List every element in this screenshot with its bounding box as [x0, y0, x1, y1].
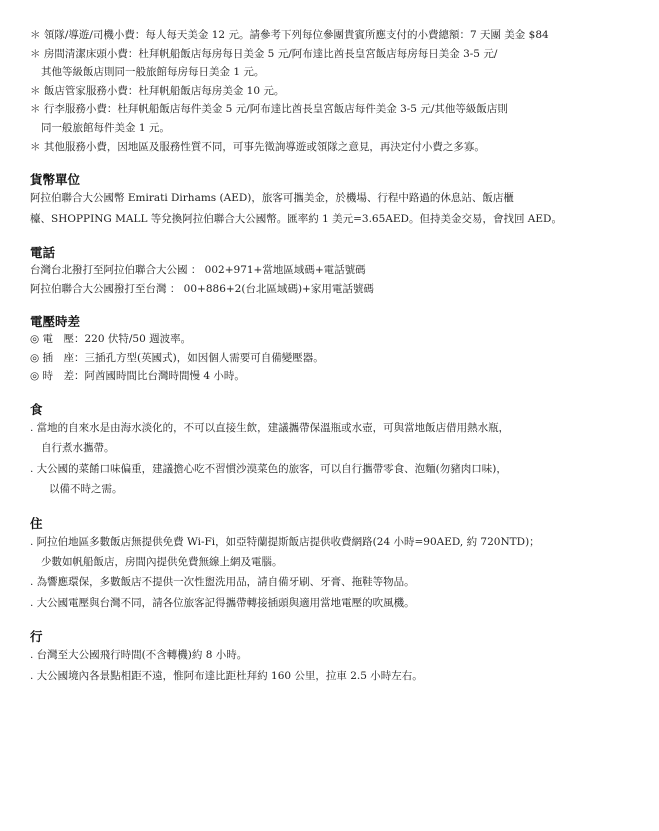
tip-housekeeping-cont: 其他等級飯店則同一般旅館每房每日美金 1 元。: [41, 66, 265, 79]
food-line-1: . 當地的自來水是由海水淡化的，不可以直接生飲，建議攜帶保溫瓶或水壺，可與當地飯店借用熱水瓶，: [30, 421, 510, 434]
food-title: 食: [30, 401, 43, 417]
voltage-line: ◎ 電 壓：220 伏特/50 週波率。: [30, 333, 192, 346]
phone-line-1: 台灣台北撥打至阿拉伯聯合大公國 ： 002+971+當地區域碼+電話號碼: [30, 263, 366, 276]
tip-luggage-cont: 同一般旅館每件美金 1 元。: [41, 121, 170, 134]
travel-line-2: . 大公國境內各景點相距不遠，惟阿布達比距杜拜約 160 公里，拉車 2.5 小時左右。: [30, 669, 423, 682]
stay-title: 住: [30, 515, 43, 531]
stay-line-4: . 大公國電壓與台灣不同，請各位旅客記得攜帶轉接插頭與適用當地電壓的吹風機。: [30, 596, 415, 609]
food-line-2: 自行煮水攜帶。: [41, 442, 115, 455]
voltage-section: [30, 313, 635, 386]
phone-title: 電話: [30, 244, 56, 260]
timezone-line: ◎ 時 差：阿酋國時間比台灣時間慢 4 小時。: [30, 370, 245, 383]
tip-other: ＊ 其他服務小費，因地區及服務性質不同，可事先徵詢導遊或領隊之意見，再決定付小費之多寡。: [30, 140, 485, 153]
travel-title: 行: [30, 629, 43, 645]
travel-line-1: . 台灣至大公國飛行時間(不含轉機)約 8 小時。: [30, 649, 248, 662]
socket-line: ◎ 插 座：三插孔方型(英國式)，如因個人需要可自備變壓器。: [30, 351, 324, 364]
travel-section: [30, 628, 635, 686]
currency-title: 貨幣單位: [30, 172, 81, 188]
phone-line-2: 阿拉伯聯合大公國撥打至台灣 ： 00+886+2(台北區域碼)+家用電話號碼: [30, 282, 374, 295]
voltage-title: 電壓時差: [30, 314, 81, 330]
food-line-3: . 大公國的菜餚口味偏重，建議擔心吃不習慣沙漠菜色的旅客，可以自行攜帶零食、泡麵(勿豬肉口味)，: [30, 462, 507, 475]
tip-housekeeping: ＊ 房間清潔床頭小費：杜拜帆船飯店每房每日美金 5 元/阿布達比酋長皇宮飯店每房每日美金 3-5 元/: [30, 47, 498, 60]
tip-butler: ＊ 飯店管家服務小費：杜拜帆船飯店每房美金 10 元。: [30, 84, 285, 97]
stay-section: [30, 515, 635, 614]
tip-luggage: ＊ 行李服務小費：杜拜帆船飯店每件美金 5 元/阿布達比酋長皇宮飯店每件美金 3-5 元/其他等級飯店則: [30, 103, 508, 116]
stay-line-2: 少數如帆船飯店，房間內提供免費無線上網及電腦。: [41, 555, 283, 568]
stay-line-1: . 阿拉伯地區多數飯店無提供免費 Wi-Fi，如亞特蘭提斯飯店提供收費網路(24 小時=90AED, 約 720NTD)；: [30, 535, 540, 548]
currency-section: [30, 171, 635, 229]
food-line-4: 以備不時之需。: [49, 483, 123, 496]
currency-line-1: 阿拉伯聯合大公國幣 Emirati Dirhams (AED)，旅客可攜美金，於機場、行程中路過的休息站、飯店櫃: [30, 192, 514, 205]
stay-line-3: . 為響應環保，多數飯店不提供一次性盥洗用品，請自備牙刷、牙膏、拖鞋等物品。: [30, 576, 415, 589]
phone-section: [30, 244, 635, 298]
tips-section: [30, 26, 635, 156]
tip-leader-driver: ＊ 領隊/導遊/司機小費：每人每天美金 12 元。請參考下列每位參團貴賓所應支付的小費總額：7 天團 美金 $84: [30, 29, 549, 41]
food-section: [30, 401, 635, 500]
currency-line-2: 檯、SHOPPING MALL 等兌換阿拉伯聯合大公國幣。匯率約 1 美元=3.65AED。但持美金交易，會找回 AED。: [30, 212, 562, 225]
